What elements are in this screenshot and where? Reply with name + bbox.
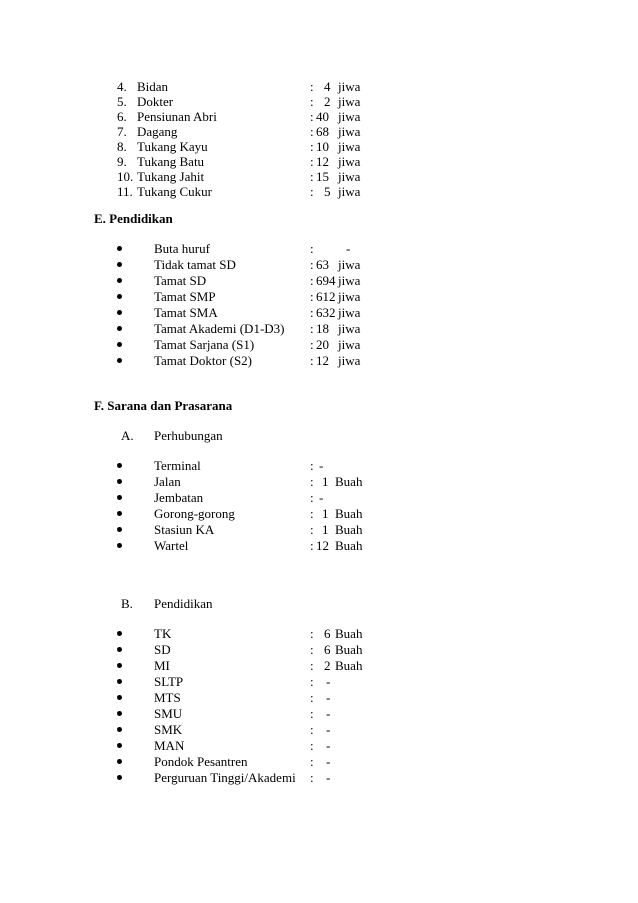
item-colon: : — [310, 738, 314, 753]
bullet-icon — [117, 358, 122, 363]
bullet-icon — [117, 759, 122, 764]
item-colon: : — [310, 273, 314, 288]
item-unit: jiwa — [338, 124, 361, 139]
item-value: 1 — [322, 506, 329, 521]
item-number: 9. — [117, 154, 127, 169]
item-label: Tamat Doktor (S2) — [154, 353, 253, 368]
item-colon: : — [310, 538, 314, 553]
item-value: - — [326, 722, 331, 737]
item-label: Bidan — [137, 79, 169, 94]
item-label: Tamat SMA — [154, 305, 218, 320]
item-colon: : — [310, 722, 314, 737]
subsection-title-a: Perhubungan — [154, 428, 223, 443]
item-number: 7. — [117, 124, 127, 139]
item-label: Buta huruf — [154, 241, 210, 256]
item-colon: : — [310, 109, 314, 124]
item-label: SMU — [154, 706, 183, 721]
item-colon: : — [310, 94, 314, 109]
item-value: 612 — [316, 289, 336, 304]
item-label: MTS — [154, 690, 181, 705]
item-colon: : — [310, 289, 314, 304]
item-colon: : — [310, 79, 314, 94]
item-colon: : — [310, 184, 314, 199]
item-unit: jiwa — [338, 184, 361, 199]
item-value: 2 — [324, 94, 331, 109]
item-label: Tamat SD — [154, 273, 207, 288]
item-label: Terminal — [154, 458, 201, 473]
item-number: 10. — [117, 169, 134, 184]
bullet-icon — [117, 647, 122, 652]
item-unit: jiwa — [338, 337, 361, 352]
item-label: Tamat Sarjana (S1) — [154, 337, 255, 352]
item-colon: : — [310, 124, 314, 139]
item-colon: : — [310, 241, 314, 256]
item-value: 1 — [322, 474, 329, 489]
item-label: Stasiun KA — [154, 522, 215, 537]
item-value: 68 — [316, 124, 329, 139]
item-label: Tukang Cukur — [137, 184, 213, 199]
item-unit: Buah — [335, 474, 363, 489]
item-colon: : — [310, 353, 314, 368]
item-label: TK — [154, 626, 172, 641]
bullet-icon — [117, 695, 122, 700]
item-value: 20 — [316, 337, 329, 352]
item-label: Tukang Batu — [137, 154, 205, 169]
bullet-icon — [117, 479, 122, 484]
bullet-icon — [117, 294, 122, 299]
item-unit: Buah — [335, 538, 363, 553]
item-colon: : — [310, 154, 314, 169]
item-value: - — [326, 754, 331, 769]
item-value: 40 — [316, 109, 329, 124]
item-value: - — [326, 770, 331, 785]
subsection-letter-a: A. — [121, 428, 134, 443]
item-label: Jembatan — [154, 490, 204, 505]
item-value: 2 — [324, 658, 331, 673]
item-label: Wartel — [154, 538, 189, 553]
subsection-title-b: Pendidikan — [154, 596, 213, 611]
item-unit: Buah — [335, 642, 363, 657]
bullet-icon — [117, 743, 122, 748]
bullet-icon — [117, 278, 122, 283]
item-colon: : — [310, 490, 314, 505]
item-value: - — [326, 706, 331, 721]
item-unit: jiwa — [338, 109, 361, 124]
item-unit: jiwa — [338, 321, 361, 336]
item-value: 12 — [316, 154, 329, 169]
item-colon: : — [310, 522, 314, 537]
item-label: Tamat Akademi (D1-D3) — [154, 321, 285, 336]
item-label: Tukang Kayu — [137, 139, 208, 154]
item-value: 18 — [316, 321, 329, 336]
bullet-icon — [117, 342, 122, 347]
item-unit: jiwa — [338, 353, 361, 368]
bullet-icon — [117, 679, 122, 684]
bullet-icon — [117, 775, 122, 780]
item-label: Tukang Jahit — [137, 169, 205, 184]
bullet-icon — [117, 543, 122, 548]
item-value: 632 — [316, 305, 336, 320]
item-label: MI — [154, 658, 170, 673]
item-unit: Buah — [335, 522, 363, 537]
bullet-icon — [117, 463, 122, 468]
bullet-icon — [117, 711, 122, 716]
item-unit: jiwa — [338, 305, 361, 320]
item-colon: : — [310, 674, 314, 689]
item-value: - — [326, 690, 331, 705]
item-label: Pensiunan Abri — [137, 109, 217, 124]
item-label: Perguruan Tinggi/Akademi — [154, 770, 296, 785]
item-label: SD — [154, 642, 171, 657]
bullet-icon — [117, 527, 122, 532]
section-heading-e: E. Pendidikan — [94, 211, 173, 226]
item-unit: jiwa — [338, 79, 361, 94]
item-value: - — [326, 738, 331, 753]
item-unit: jiwa — [338, 289, 361, 304]
item-value: 4 — [324, 79, 331, 94]
item-number: 5. — [117, 94, 127, 109]
item-value: 694 — [316, 273, 336, 288]
item-colon: : — [310, 770, 314, 785]
item-value: 5 — [324, 184, 331, 199]
item-unit: Buah — [335, 626, 363, 641]
item-unit: jiwa — [338, 94, 361, 109]
item-colon: : — [310, 474, 314, 489]
item-colon: : — [310, 506, 314, 521]
item-label: Pondok Pesantren — [154, 754, 248, 769]
item-label: SLTP — [154, 674, 184, 689]
item-label: Dokter — [137, 94, 174, 109]
item-value: 10 — [316, 139, 329, 154]
section-heading-f: F. Sarana dan Prasarana — [94, 398, 233, 413]
bullet-icon — [117, 246, 122, 251]
item-unit: jiwa — [338, 139, 361, 154]
item-value: - — [346, 241, 351, 256]
item-label: Tamat SMP — [154, 289, 216, 304]
item-colon: : — [310, 626, 314, 641]
item-colon: : — [310, 257, 314, 272]
item-colon: : — [310, 658, 314, 673]
bullet-icon — [117, 495, 122, 500]
bullet-icon — [117, 663, 122, 668]
item-value: 12 — [316, 538, 329, 553]
item-unit: jiwa — [338, 154, 361, 169]
item-label: Jalan — [154, 474, 181, 489]
subsection-letter-b: B. — [121, 596, 133, 611]
bullet-icon — [117, 310, 122, 315]
bullet-icon — [117, 631, 122, 636]
item-colon: : — [310, 458, 314, 473]
item-label: Gorong-gorong — [154, 506, 235, 521]
item-number: 6. — [117, 109, 127, 124]
item-value: 15 — [316, 169, 329, 184]
item-number: 4. — [117, 79, 127, 94]
item-value: 12 — [316, 353, 329, 368]
item-unit: jiwa — [338, 257, 361, 272]
item-label: Tidak tamat SD — [154, 257, 236, 272]
item-colon: : — [310, 690, 314, 705]
item-colon: : — [310, 321, 314, 336]
item-colon: : — [310, 139, 314, 154]
item-label: SMK — [154, 722, 183, 737]
bullet-icon — [117, 727, 122, 732]
item-number: 11. — [117, 184, 133, 199]
bullet-icon — [117, 326, 122, 331]
item-unit: Buah — [335, 506, 363, 521]
item-unit: jiwa — [338, 169, 361, 184]
item-value: 1 — [322, 522, 329, 537]
item-label: MAN — [154, 738, 185, 753]
item-number: 8. — [117, 139, 127, 154]
item-unit: Buah — [335, 658, 363, 673]
item-colon: : — [310, 337, 314, 352]
item-label: Dagang — [137, 124, 178, 139]
item-value: 6 — [324, 642, 331, 657]
item-colon: : — [310, 169, 314, 184]
bullet-icon — [117, 511, 122, 516]
bullet-icon — [117, 262, 122, 267]
item-unit: jiwa — [338, 273, 361, 288]
item-value: - — [319, 490, 324, 505]
item-value: 6 — [324, 626, 331, 641]
item-colon: : — [310, 754, 314, 769]
item-colon: : — [310, 642, 314, 657]
item-colon: : — [310, 305, 314, 320]
item-value: - — [326, 674, 331, 689]
item-value: 63 — [316, 257, 329, 272]
item-value: - — [319, 458, 324, 473]
item-colon: : — [310, 706, 314, 721]
